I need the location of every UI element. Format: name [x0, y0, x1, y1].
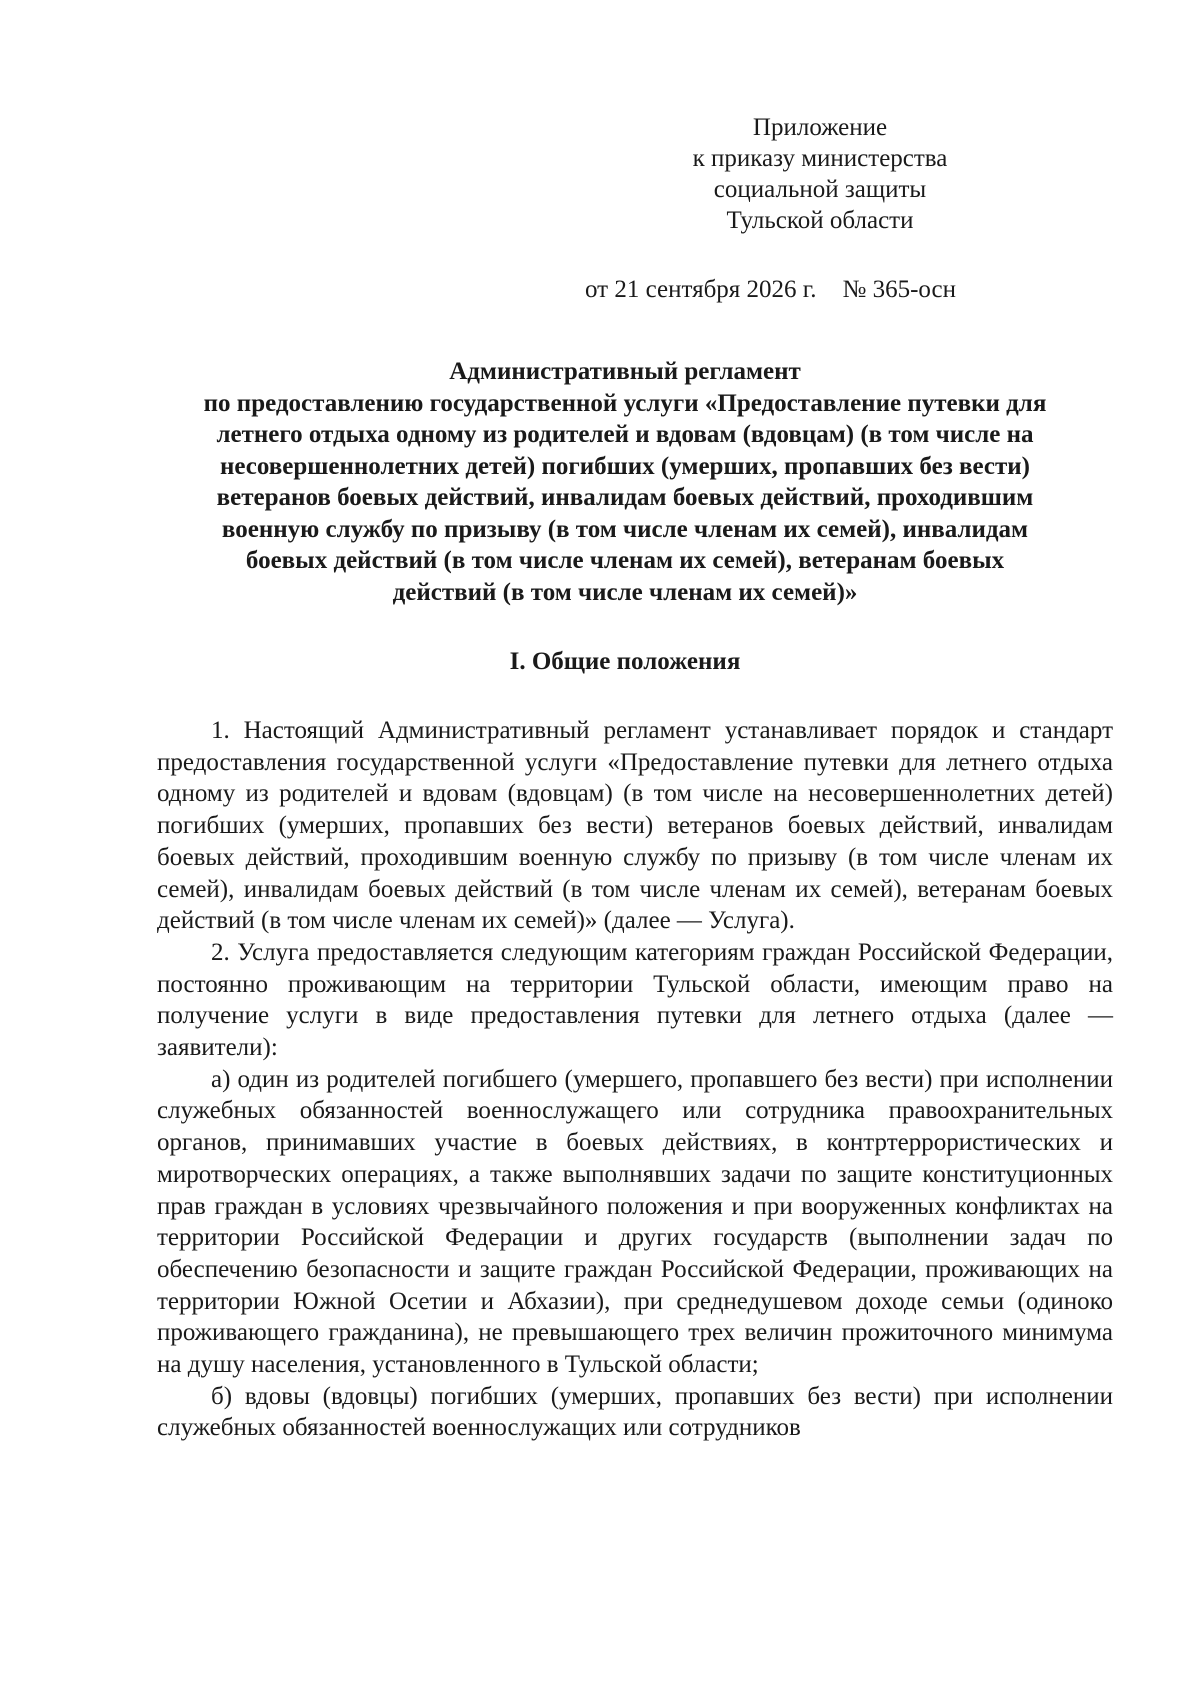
- appendix-block: [600, 112, 1040, 236]
- order-date: от 21 сентября 2026 г.: [585, 276, 817, 303]
- title-line: военную службу по призыву (в том числе членам их семей), инвалидам: [221, 515, 1029, 543]
- document-body: [157, 715, 1113, 1444]
- paragraph-item-b: б) вдовы (вдовцы) погибших (умерших, пропавших без вести) при исполнении служебных обязанностей военнослужащих или сотрудников: [157, 1382, 1113, 1442]
- title-line: несовершеннолетних детей) погибших (умерших, пропавших без вести): [219, 452, 1031, 480]
- title-line: действий (в том числе членам их семей)»: [392, 578, 858, 606]
- paragraph-item-a: а) один из родителей погибшего (умершего, пропавшего без вести) при исполнении служебных обязанностей военнослужащего или сотрудника правоохранительных органов, принимавших участие в боевых действиях, в контртеррористических и миротворческих операциях, а также выполнявших задачи по защите конституционных прав граждан в условиях чрезвычайного положения и при вооруженных конфликтах на территории Российской Федерации и других государств (выполнении задач по обеспечению безопасности и защите граждан Российской Федерации, проживающих на территории Южной Осетии и Абхазии), при среднедушевом доходе семьи (одиноко проживающего гражданина), не превышающего трех величин прожиточного минимума на душу населения, установленного в Тульской области;: [157, 1065, 1113, 1379]
- appendix-line: к приказу министерства: [692, 145, 948, 172]
- section-heading: I. Общие положения: [509, 648, 741, 675]
- title-line: по предоставлению государственной услуги «Предоставление путевки для: [203, 389, 1047, 417]
- paragraph-1: 1. Настоящий Административный регламент устанавливает порядок и стандарт предоставления государственной услуги «Предоставление путевки для летнего отдыха одному из родителей и вдовам (вдовцам) (в том числе на несовершеннолетних детей) погибших (умерших, пропавших без вести) ветеранов боевых действий, инвалидам боевых действий, проходившим военную службу по призыву (в том числе членам их семей), инвалидам боевых действий (в том числе членам их семей), ветеранам боевых действий (в том числе членам их семей)» (далее — Услуга).: [157, 717, 1113, 935]
- appendix-line: социальной защиты: [713, 176, 927, 203]
- order-date-number: [585, 276, 956, 304]
- order-number: № 365-осн: [842, 276, 957, 303]
- appendix-line: Приложение: [752, 114, 888, 141]
- appendix-line: Тульской области: [726, 207, 914, 234]
- title-line: летнего отдыха одному из родителей и вдовам (вдовцам) (в том числе на: [216, 421, 1034, 448]
- document-title: [140, 356, 1110, 608]
- title-line: Административный регламент: [449, 358, 801, 385]
- paragraph-2: 2. Услуга предоставляется следующим категориям граждан Российской Федерации, постоянно проживающим на территории Тульской области, имеющим право на получение услуги в виде предоставления путевки для летнего отдыха (далее — заявители):: [157, 938, 1113, 1062]
- title-line: боевых действий (в том числе членам их семей), ветеранам боевых: [245, 547, 1005, 574]
- title-line: ветеранов боевых действий, инвалидам боевых действий, проходившим: [216, 484, 1034, 511]
